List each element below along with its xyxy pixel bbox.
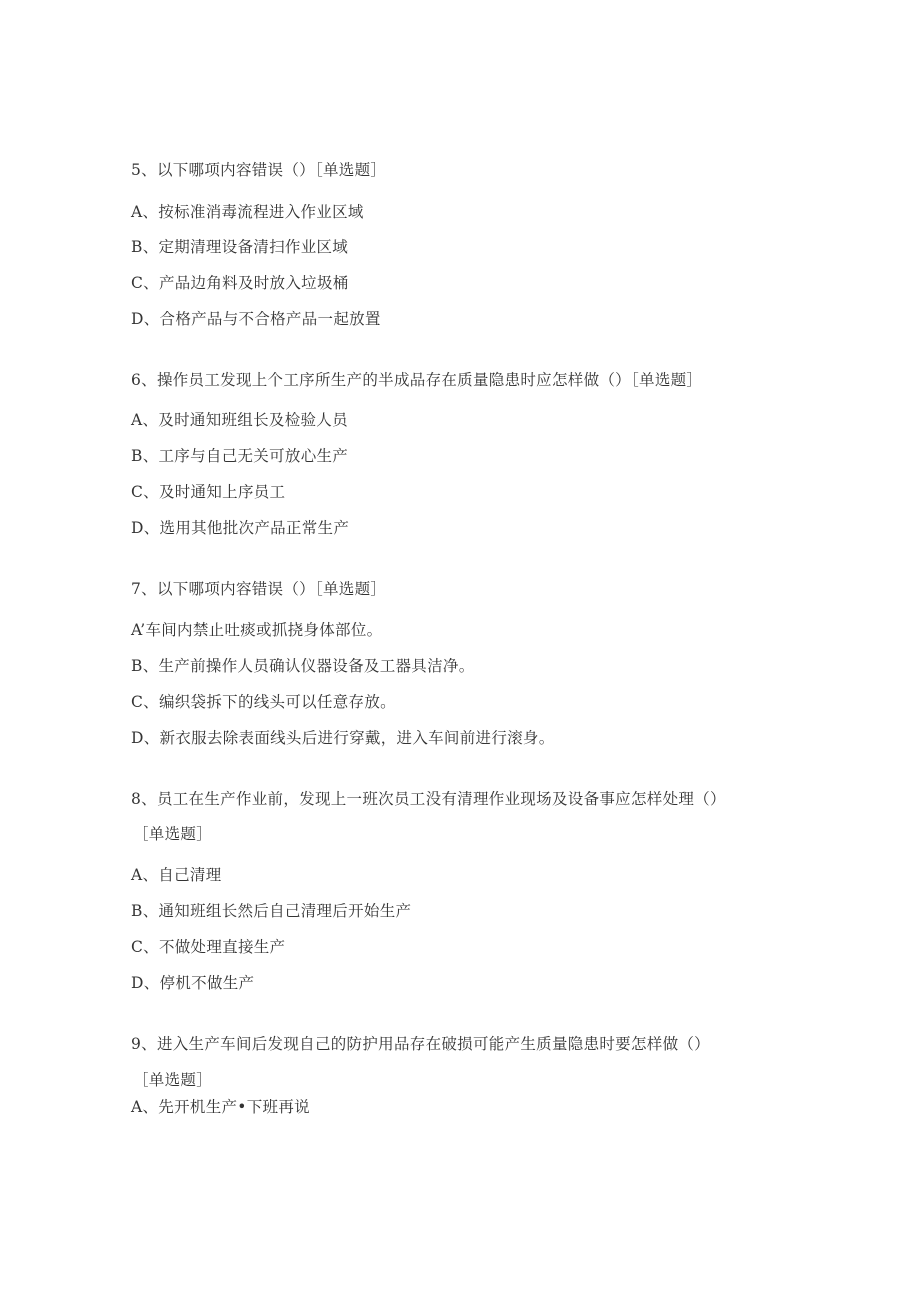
option-a: A、按标准消毒流程进入作业区域: [131, 203, 364, 221]
question-stem: 5、以下哪项内容错误（）［单选题］: [131, 161, 387, 179]
question-type-label: ［单选题］: [133, 825, 213, 843]
option-b: B、生产前操作人员确认仪器设备及工器具洁净。: [131, 657, 475, 675]
option-c: C、产品边角料及时放入垃圾桶: [131, 274, 349, 292]
question-stem: 7、以下哪项内容错误（）［单选题］: [131, 580, 387, 598]
option-c: C、及时通知上序员工: [131, 483, 286, 501]
option-b: B、工序与自己无关可放心生产: [131, 447, 349, 465]
option-a: A、及时通知班组长及检验人员: [131, 411, 348, 429]
question-stem: 6、操作员工发现上个工序所生产的半成品存在质量隐患时应怎样做（）［单选题］: [131, 371, 703, 389]
option-d: D、选用其他批次产品正常生产: [131, 519, 350, 537]
question-stem: 8、员工在生产作业前，发现上一班次员工没有清理作业现场及设备事应怎样处理（）: [131, 790, 726, 808]
option-a: A’车间内禁止吐痰或抓挠身体部位。: [131, 621, 383, 639]
option-b: B、通知班组长然后自己清理后开始生产: [131, 902, 412, 920]
question-type-label: ［单选题］: [133, 1071, 213, 1089]
option-d: D、停机不做生产: [131, 974, 255, 992]
option-d: D、新衣服去除表面线头后进行穿戴，进入车间前进行滚身。: [131, 729, 555, 747]
option-a: A、自己清理: [131, 866, 222, 884]
option-d: D、合格产品与不合格产品一起放置: [131, 310, 381, 328]
option-b: B、定期清理设备清扫作业区域: [131, 238, 349, 256]
option-a: A、先开机生产•下班再说: [131, 1098, 310, 1116]
option-c: C、编织袋拆下的线头可以任意存放。: [131, 693, 396, 711]
option-c: C、不做处理直接生产: [131, 938, 286, 956]
question-stem: 9、进入生产车间后发现自己的防护用品存在破损可能产生质量隐患时要怎样做（）: [131, 1035, 710, 1053]
